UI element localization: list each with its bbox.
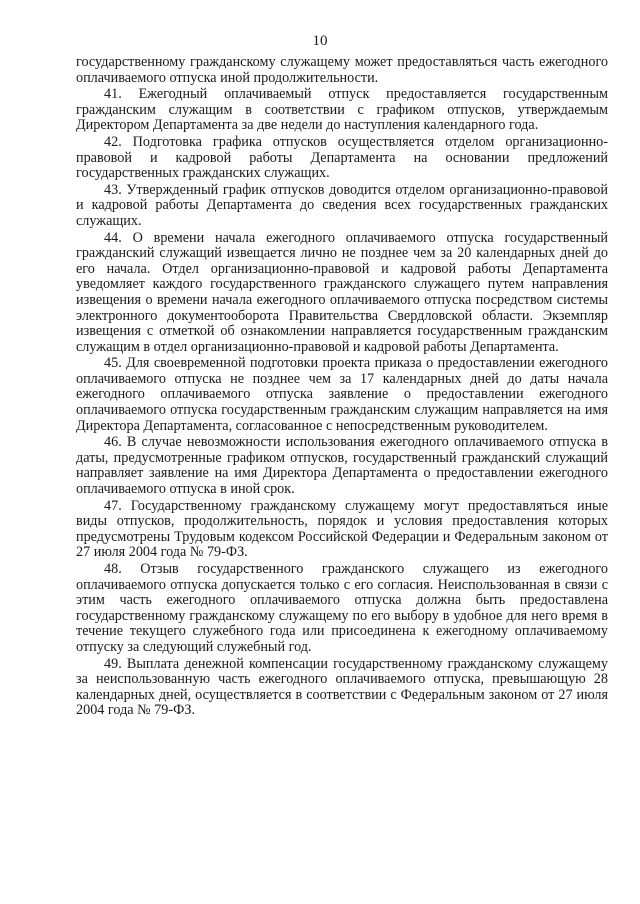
paragraph-47: 47. Государственному гражданскому служащему могут предоставляться иные виды отпусков, продолжительность, порядок и условия предоставления которых предусмотрены Трудовым кодексом Российской Федерации и Федеральным законом от 27 июля 2004 года № 79-ФЗ. — [76, 497, 608, 561]
paragraph-48: 48. Отзыв государственного гражданского служащего из ежегодного оплачиваемого отпуска допускается только с его согласия. Неиспользованная в связи с этим часть ежегодного оплачиваемого отпуска должна быть предоставлена государственному гражданскому служащему по его выбору в удобное для него время в течение текущего служебного года или присоединена к ежегодному оплачиваемому отпуску за следующий служебный год. — [76, 561, 608, 655]
document-body — [76, 55, 608, 720]
paragraph-41: 41. Ежегодный оплачиваемый отпуск предоставляется государственным гражданским служащим в соответствии с графиком отпусков, утверждаемым Директором Департамента за две недели до наступления календарного года. — [76, 86, 608, 134]
paragraph-43: 43. Утвержденный график отпусков доводится отделом организационно-правовой и кадровой работы Департамента до сведения всех государственных гражданских служащих. — [76, 181, 608, 229]
paragraph-49: 49. Выплата денежной компенсации государственному гражданскому служащему за неиспользованную часть ежегодного оплачиваемого отпуска, превышающую 28 календарных дней, осуществляется в соответствии с Федеральным законом от 27 июля 2004 года № 79-ФЗ. — [76, 655, 608, 719]
paragraph-42: 42. Подготовка графика отпусков осуществляется отделом организационно-правовой и кадровой работы Департамента на основании предложений государственных гражданских служащих. — [76, 133, 608, 182]
paragraph-continuation: государственному гражданскому служащему может предоставляться часть ежегодного оплачиваемого отпуска иной продолжительности. — [76, 54, 608, 86]
paragraph-45: 45. Для своевременной подготовки проекта приказа о предоставлении ежегодного оплачиваемого отпуска не позднее чем за 17 календарных дней до даты начала ежегодного оплачиваемого отпуска заявление о предоставлении ежегодного оплачиваемого отпуска государственным гражданским служащим направляется на имя Директора Департамента, согласованное с непосредственным руководителем. — [76, 355, 608, 434]
paragraph-46: 46. В случае невозможности использования ежегодного оплачиваемого отпуска в даты, предусмотренные графиком отпусков, государственный гражданский служащий направляет заявление на имя Директора Департамента о предоставлении ежегодного оплачиваемого отпуска в иной срок. — [76, 434, 608, 498]
page-number: 10 — [312, 33, 328, 49]
paragraph-44: 44. О времени начала ежегодного оплачиваемого отпуска государственный гражданский служащий извещается лично не позднее чем за 20 календарных дней до его начала. Отдел организационно-правовой и кадровой работы Департамента уведомляет каждого государственного гражданского служащего путем направления извещения о времени начала ежегодного оплачиваемого отпуска посредством системы электронного документооборота Правительства Свердловской области. Экземпляр извещения с отметкой об ознакомлении направляется государственным гражданским служащим в отдел организационно-правовой и кадровой работы Департамента. — [76, 229, 608, 355]
